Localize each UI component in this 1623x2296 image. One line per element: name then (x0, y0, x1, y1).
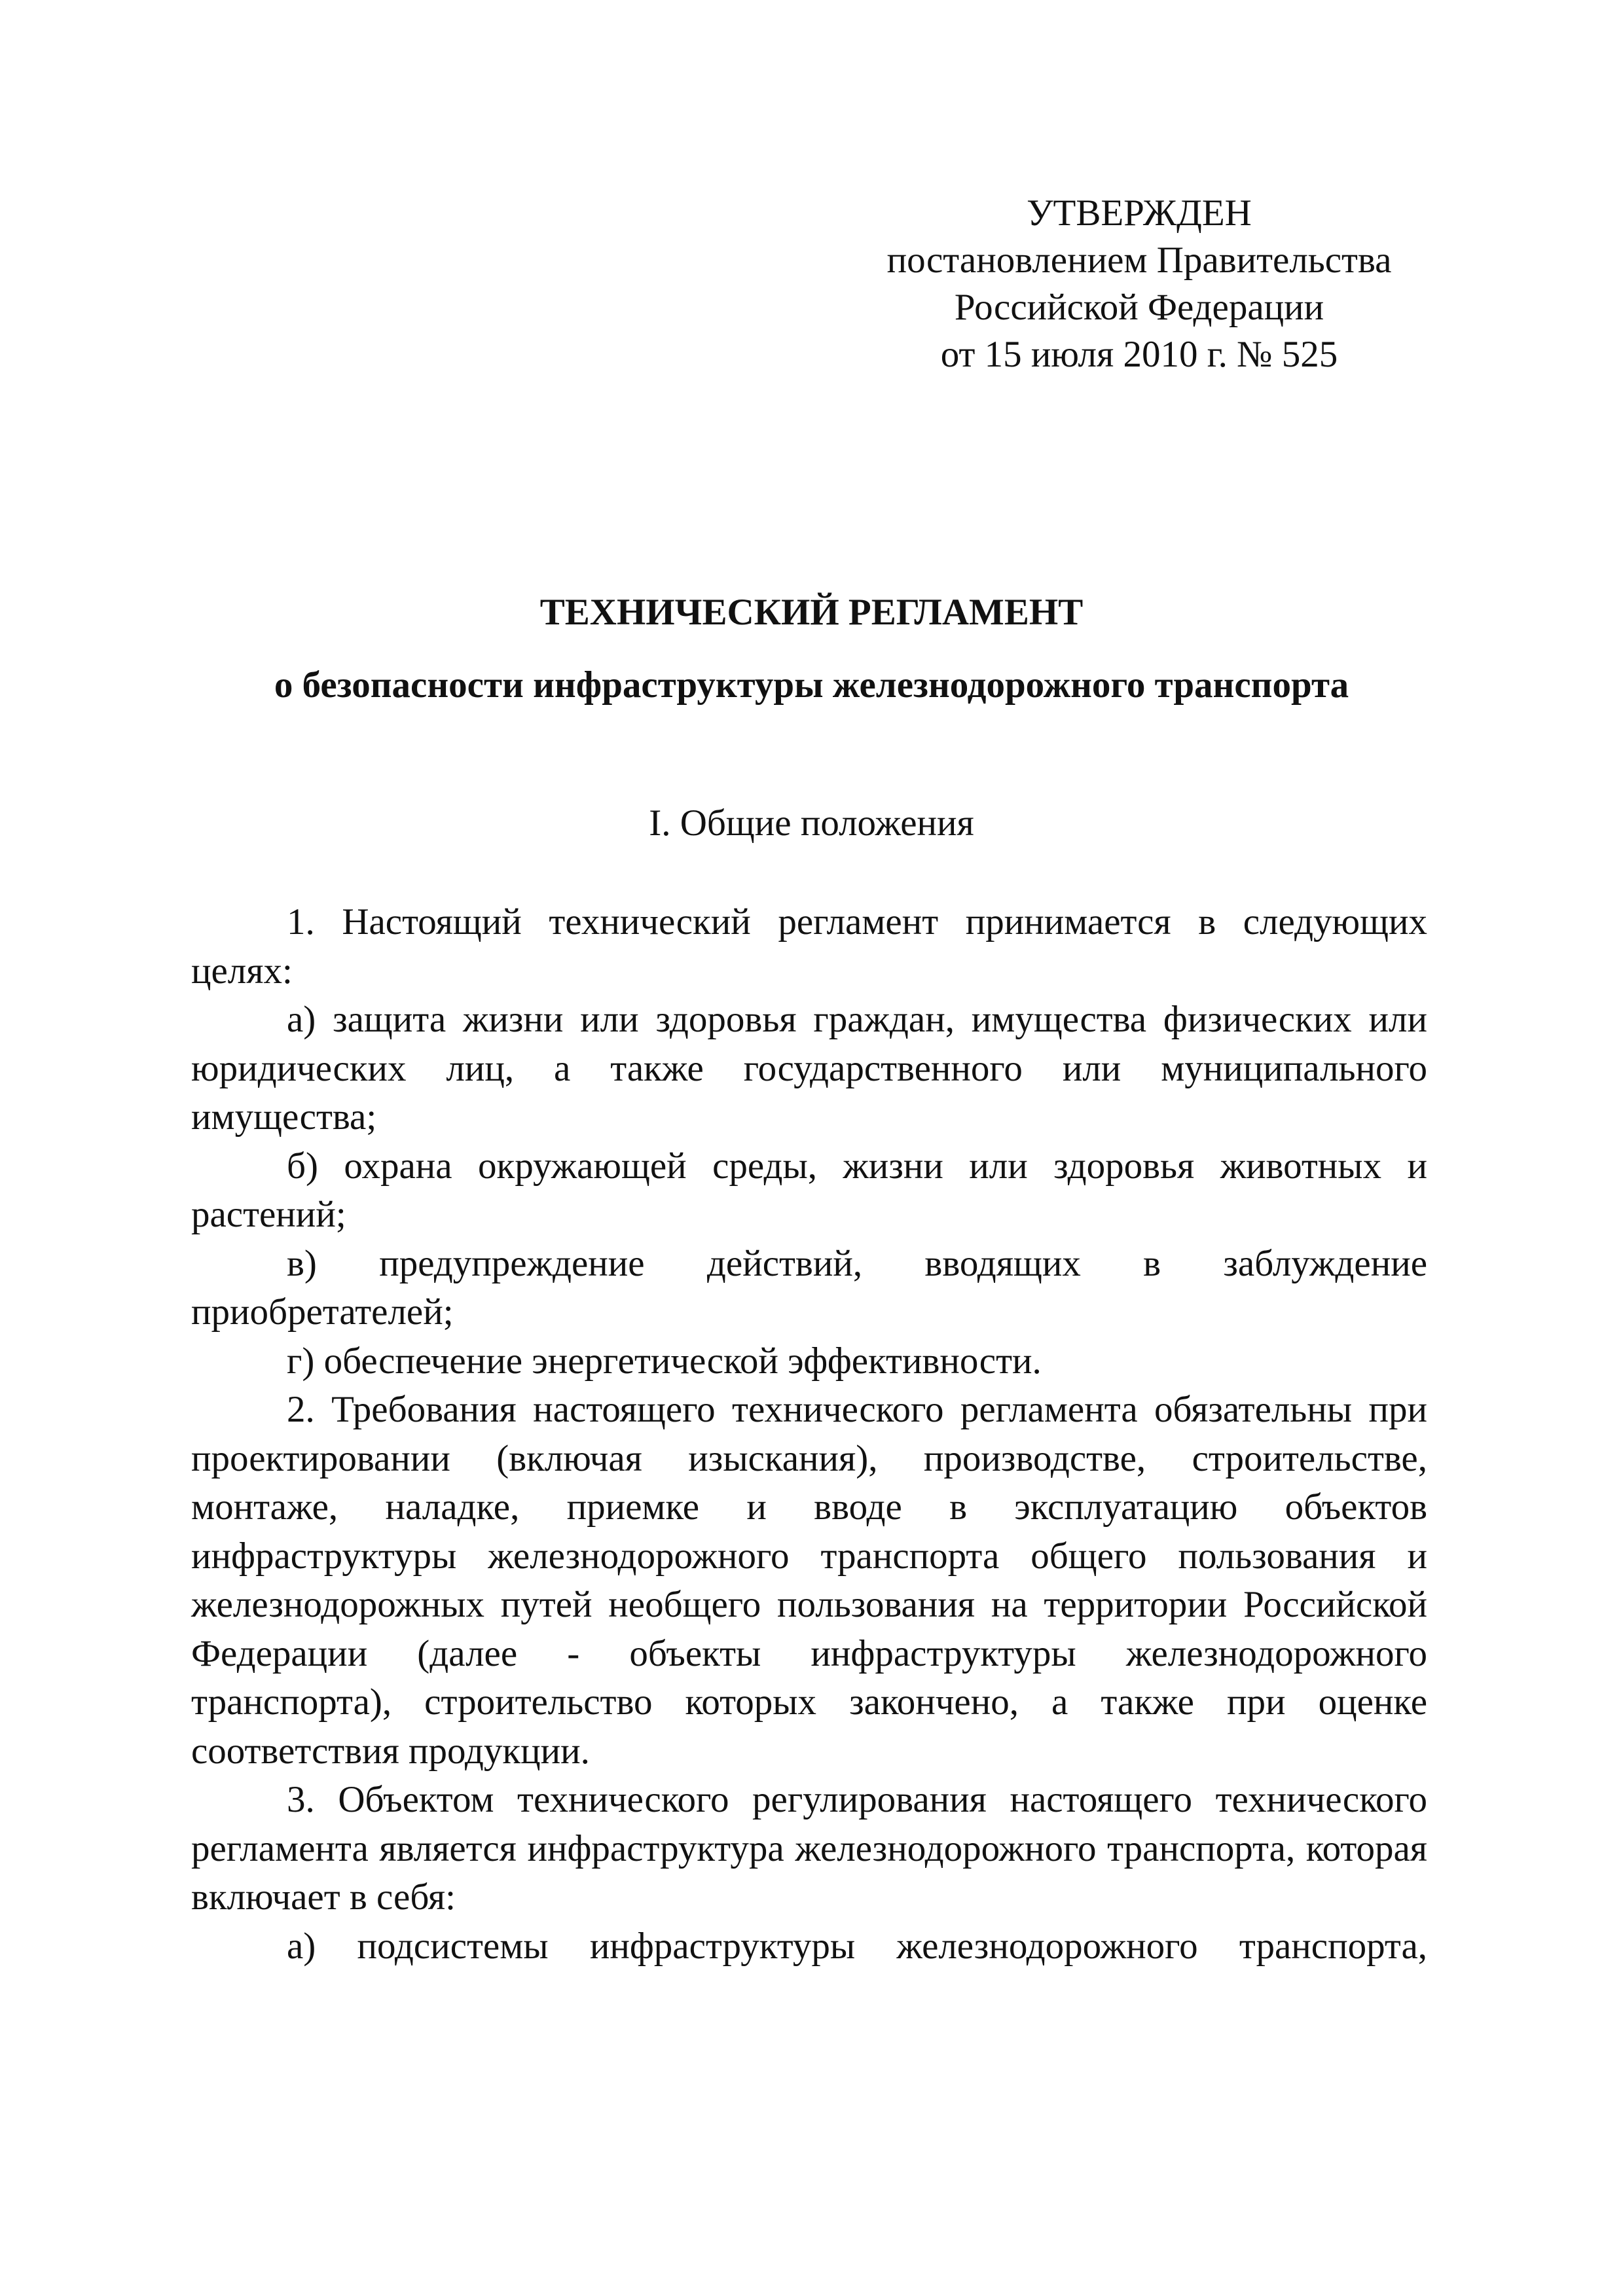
section-heading: I. Общие положения (649, 802, 974, 844)
paragraph-1c: в) предупреждение действий, вводящих в заблуждение приобретателей; (191, 1242, 1427, 1333)
paragraph-1a: а) защита жизни или здоровья граждан, имущества физических или юридических лиц, а также государственного или муниципального имущества; (191, 999, 1427, 1138)
approval-line-decree: постановлением Правительства (886, 240, 1392, 281)
paragraph-3a: а) подсистемы инфраструктуры железнодорожного транспорта, (287, 1925, 1427, 1967)
paragraph-2: 2. Требования настоящего технического регламента обязательны при проектировании (включая изыскания), производстве, строительстве, монтаже, наладке, приемке и вводе в эксплуатацию объектов инфраструктуры железнодорожного транспорта общего пользования и железнодорожных путей необщего пользования на территории Российской Федерации (далее - объекты инфраструктуры железнодорожного транспорта), строительство которых закончено, а также при оценке соответствия продукции. (191, 1389, 1427, 1772)
approval-line-date-number: от 15 июля 2010 г. № 525 (940, 334, 1338, 375)
document-title: ТЕХНИЧЕСКИЙ РЕГЛАМЕНТ (539, 592, 1084, 633)
paragraph-1b: б) охрана окружающей среды, жизни или здоровья животных и растений; (191, 1145, 1427, 1235)
document-title-block (131, 589, 1492, 709)
document-body (191, 898, 1427, 1971)
document-subtitle: о безопасности инфраструктуры железнодорожного транспорта (274, 664, 1349, 706)
paragraph-1: 1. Настоящий технический регламент принимается в следующих целях: (191, 901, 1427, 992)
approval-line-country: Российской Федерации (954, 287, 1324, 328)
approval-line-approved: УТВЕРЖДЕН (1027, 192, 1252, 234)
approval-block (838, 190, 1440, 378)
paragraph-3: 3. Объектом технического регулирования настоящего технического регламента является инфраструктура железнодорожного транспорта, которая включает в себя: (191, 1779, 1427, 1918)
paragraph-1d: г) обеспечение энергетической эффективности. (287, 1340, 1042, 1382)
